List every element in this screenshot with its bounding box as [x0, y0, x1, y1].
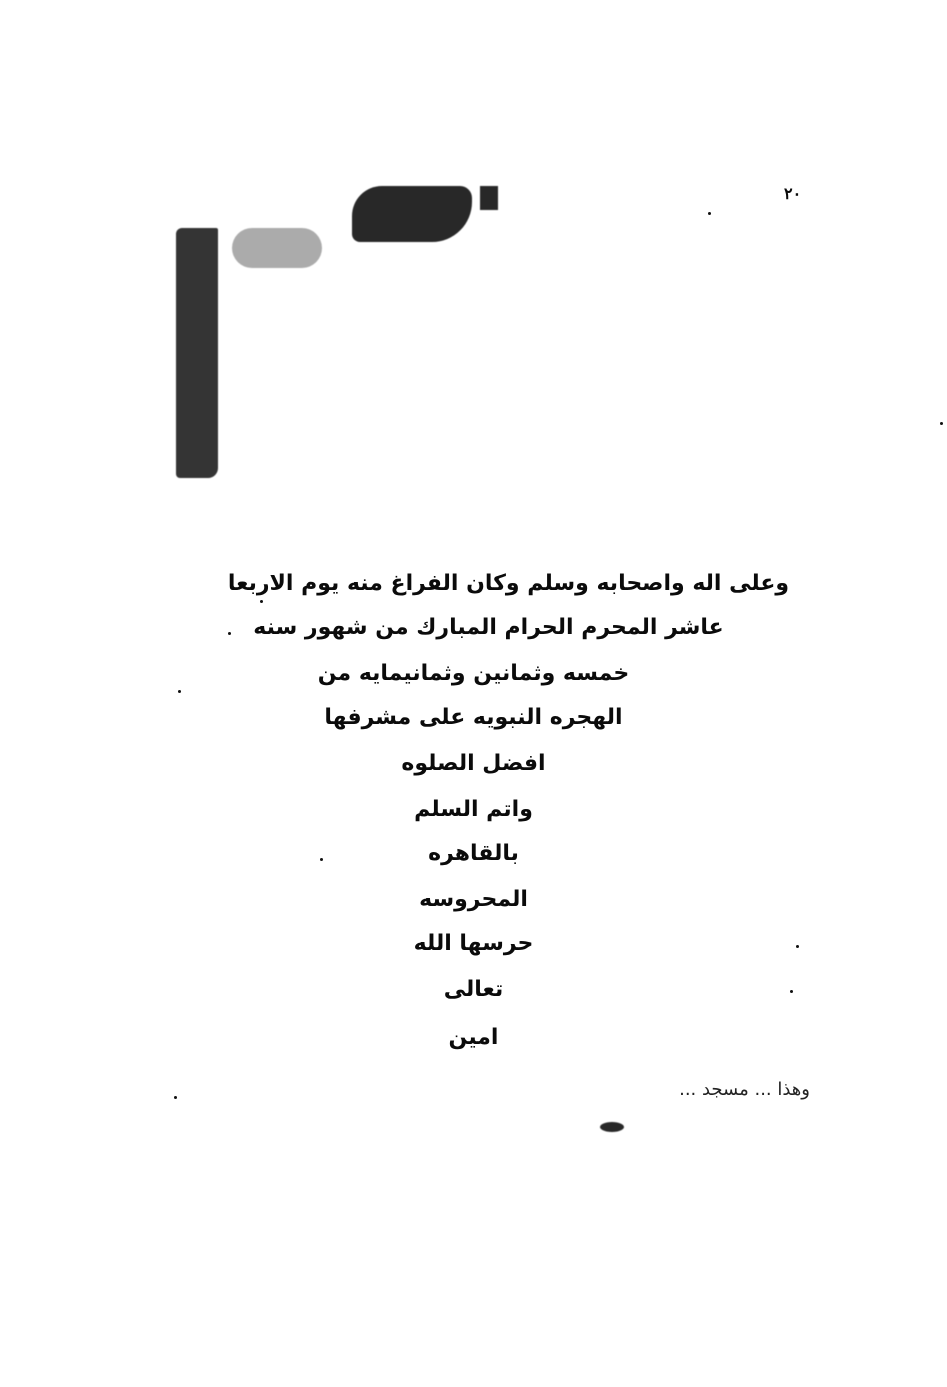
- ink-stain-top-small: [480, 186, 498, 210]
- text-line: بالقاهره: [428, 841, 519, 866]
- text-line: خمسه وثمانين وثمانيمايه من: [317, 661, 630, 686]
- text-line: امين: [448, 1025, 499, 1050]
- text-line: واتم السلم: [414, 797, 533, 822]
- ink-stain-left-margin: [176, 228, 218, 478]
- ink-speck: [708, 212, 711, 215]
- text-line: عاشر المحرم الحرام المبارك من شهور سنه: [253, 615, 724, 640]
- text-line: افضل الصلوه: [401, 751, 546, 776]
- text-line: وعلى اله واصحابه وسلم وكان الفراغ منه يوم الاربعا: [227, 571, 790, 596]
- text-line: الهجره النبويه على مشرفها: [324, 705, 623, 730]
- text-line: تعالى: [443, 977, 504, 1002]
- folio-number: ٢٠: [784, 184, 802, 203]
- ink-blot-bottom: [600, 1122, 624, 1132]
- bottom-note: وهذا ... مسجد ...: [679, 1079, 810, 1100]
- text-line: المحروسه: [419, 887, 528, 912]
- ink-speck: [940, 422, 943, 425]
- text-line: حرسها الله: [413, 931, 534, 956]
- ink-stain-top-center: [352, 186, 472, 242]
- ink-stain-faint: [232, 228, 322, 268]
